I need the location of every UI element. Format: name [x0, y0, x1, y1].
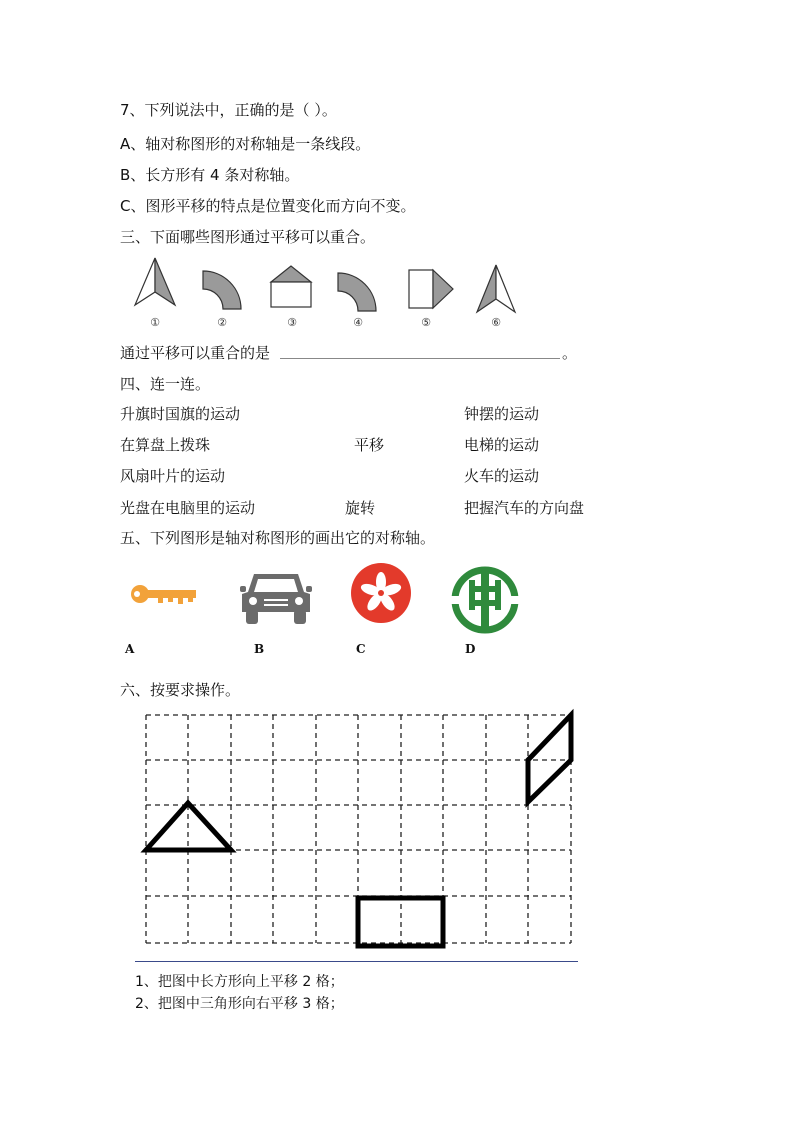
key-icon — [128, 580, 200, 610]
grid-parallelogram — [528, 715, 571, 802]
section6-title: 六、按要求操作。 — [120, 681, 241, 699]
shape-number-5: ⑤ — [421, 316, 431, 329]
shape-number-1: ① — [150, 316, 160, 329]
section5-title: 五、下列图形是轴对称图形的画出它的对称轴。 — [120, 529, 436, 547]
bauhinia-flag-icon — [350, 562, 412, 624]
shape-5-flag — [405, 266, 460, 312]
shape-3-house — [268, 262, 314, 310]
section3-title: 三、下面哪些图形通过平移可以重合。 — [120, 228, 376, 246]
match-left-item: 在算盘上拨珠 — [120, 436, 211, 454]
q7-stem: 7、下列说法中，正确的是（ ）。 — [120, 101, 337, 119]
logo-label-c: C — [356, 642, 366, 656]
shape-1-arrowhead — [130, 255, 180, 310]
car-icon — [240, 570, 312, 628]
match-right-item: 把握汽车的方向盘 — [464, 499, 585, 517]
q7-option-c: C、图形平移的特点是位置变化而方向不变。 — [120, 197, 416, 215]
logo-label-a: A — [125, 642, 135, 656]
q7-option-b: B、长方形有 4 条对称轴。 — [120, 166, 300, 184]
shape-6-arrowhead — [472, 262, 520, 317]
dashed-grid — [140, 710, 580, 950]
match-middle-rotation: 旋转 — [345, 499, 376, 517]
instruction-2: 2、把图中三角形向右平移 3 格； — [135, 996, 344, 1012]
answer-blank-line[interactable] — [280, 358, 560, 359]
match-left-item: 升旗时国旗的运动 — [120, 405, 241, 423]
divider-line — [135, 961, 578, 962]
shape-number-4: ④ — [353, 316, 363, 329]
shape-4-arc — [335, 270, 380, 315]
shape-number-3: ③ — [287, 316, 297, 329]
section4-title: 四、连一连。 — [120, 375, 211, 393]
match-left-item: 风扇叶片的运动 — [120, 467, 226, 485]
shape-number-6: ⑥ — [491, 316, 501, 329]
match-right-item: 火车的运动 — [464, 467, 540, 485]
instruction-1: 1、把图中长方形向上平移 2 格； — [135, 974, 344, 990]
match-right-item: 电梯的运动 — [464, 436, 540, 454]
q7-option-a: A、轴对称图形的对称轴是一条线段。 — [120, 135, 371, 153]
logo-label-d: D — [465, 642, 476, 656]
match-left-item: 光盘在电脑里的运动 — [120, 499, 256, 517]
agricultural-bank-logo — [445, 566, 525, 634]
shape-number-2: ② — [217, 316, 227, 329]
section3-answer-suffix: 。 — [562, 344, 578, 362]
logo-label-b: B — [254, 642, 265, 656]
shape-2-arc — [200, 268, 245, 313]
match-right-item: 钟摆的运动 — [464, 405, 540, 423]
section3-answer-prefix: 通过平移可以重合的是 — [120, 344, 271, 362]
match-middle-translation: 平移 — [354, 436, 385, 454]
